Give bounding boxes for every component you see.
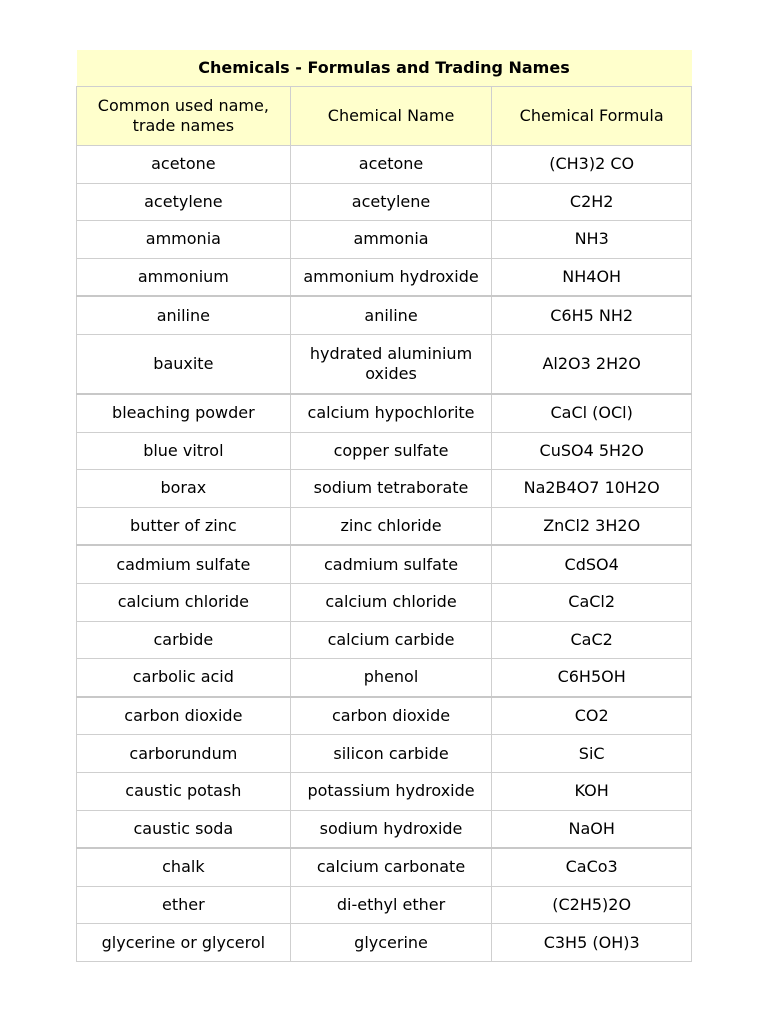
chemical-name-cell: silicon carbide [290, 735, 492, 773]
chemical-name-cell: potassium hydroxide [290, 772, 492, 810]
table-row [77, 735, 692, 773]
common-name-cell: butter of zinc [77, 507, 291, 545]
table-row [77, 296, 692, 334]
common-name-cell: carbide [77, 621, 291, 659]
chemical-name-cell: acetylene [290, 183, 492, 221]
header-chemical-formula: Chemical Formula [492, 87, 692, 146]
chemical-formula-cell: CuSO4 5H2O [492, 432, 692, 470]
chemical-formula-cell: C6H5 NH2 [492, 296, 692, 334]
chemical-formula-cell: C2H2 [492, 183, 692, 221]
common-name-cell: chalk [77, 848, 291, 886]
table-row [77, 221, 692, 259]
table-row [77, 621, 692, 659]
chemical-formula-cell: NaOH [492, 810, 692, 848]
table-title: Chemicals - Formulas and Trading Names [77, 50, 692, 87]
table-row [77, 810, 692, 848]
chemicals-table [76, 50, 692, 962]
common-name-cell: borax [77, 470, 291, 508]
table-row [77, 697, 692, 735]
common-name-cell: acetylene [77, 183, 291, 221]
table-body [77, 146, 692, 962]
common-name-cell: ammonium [77, 258, 291, 296]
chemical-formula-cell: CdSO4 [492, 545, 692, 583]
table-row [77, 146, 692, 184]
table-row [77, 583, 692, 621]
table-row [77, 507, 692, 545]
common-name-cell: caustic potash [77, 772, 291, 810]
chemical-name-cell: phenol [290, 659, 492, 697]
chemical-name-cell: sodium tetraborate [290, 470, 492, 508]
common-name-cell: glycerine or glycerol [77, 924, 291, 962]
chemical-formula-cell: CaCo3 [492, 848, 692, 886]
common-name-cell: cadmium sulfate [77, 545, 291, 583]
chemical-formula-cell: ZnCl2 3H2O [492, 507, 692, 545]
chemical-formula-cell: SiC [492, 735, 692, 773]
chemical-name-cell: glycerine [290, 924, 492, 962]
header-chemical-name: Chemical Name [290, 87, 492, 146]
chemical-name-cell: ammonia [290, 221, 492, 259]
chemical-formula-cell: KOH [492, 772, 692, 810]
chemical-formula-cell: C6H5OH [492, 659, 692, 697]
common-name-cell: carbolic acid [77, 659, 291, 697]
chemical-name-cell: hydrated aluminium oxides [290, 334, 492, 394]
table-row [77, 772, 692, 810]
header-common-name: Common used name, trade names [77, 87, 291, 146]
chemical-formula-cell: CaCl2 [492, 583, 692, 621]
table-row [77, 183, 692, 221]
table-row [77, 848, 692, 886]
chemical-formula-cell: CaCl (OCl) [492, 394, 692, 432]
common-name-cell: bauxite [77, 334, 291, 394]
chemical-name-cell: copper sulfate [290, 432, 492, 470]
common-name-cell: blue vitrol [77, 432, 291, 470]
chemical-name-cell: aniline [290, 296, 492, 334]
chemical-name-cell: acetone [290, 146, 492, 184]
table-row [77, 659, 692, 697]
table-row [77, 545, 692, 583]
chemical-name-cell: di-ethyl ether [290, 886, 492, 924]
chemical-name-cell: cadmium sulfate [290, 545, 492, 583]
common-name-cell: caustic soda [77, 810, 291, 848]
common-name-cell: carborundum [77, 735, 291, 773]
chemical-name-cell: carbon dioxide [290, 697, 492, 735]
chemical-name-cell: sodium hydroxide [290, 810, 492, 848]
common-name-cell: ammonia [77, 221, 291, 259]
common-name-cell: bleaching powder [77, 394, 291, 432]
common-name-cell: carbon dioxide [77, 697, 291, 735]
chemical-formula-cell: NH4OH [492, 258, 692, 296]
chemical-name-cell: calcium hypochlorite [290, 394, 492, 432]
table-row [77, 886, 692, 924]
chemical-formula-cell: (C2H5)2O [492, 886, 692, 924]
table-row [77, 924, 692, 962]
chemical-formula-cell: CaC2 [492, 621, 692, 659]
chemical-formula-cell: Na2B4O7 10H2O [492, 470, 692, 508]
chemical-name-cell: zinc chloride [290, 507, 492, 545]
table-row [77, 432, 692, 470]
common-name-cell: calcium chloride [77, 583, 291, 621]
chemical-name-cell: calcium carbonate [290, 848, 492, 886]
chemical-formula-cell: C3H5 (OH)3 [492, 924, 692, 962]
common-name-cell: acetone [77, 146, 291, 184]
table-row [77, 470, 692, 508]
table-row [77, 258, 692, 296]
table-row [77, 394, 692, 432]
chemical-formula-cell: (CH3)2 CO [492, 146, 692, 184]
chemical-name-cell: calcium carbide [290, 621, 492, 659]
chemical-name-cell: ammonium hydroxide [290, 258, 492, 296]
table-row [77, 334, 692, 394]
common-name-cell: ether [77, 886, 291, 924]
common-name-cell: aniline [77, 296, 291, 334]
chemical-formula-cell: CO2 [492, 697, 692, 735]
chemical-formula-cell: Al2O3 2H2O [492, 334, 692, 394]
chemical-formula-cell: NH3 [492, 221, 692, 259]
chemical-name-cell: calcium chloride [290, 583, 492, 621]
